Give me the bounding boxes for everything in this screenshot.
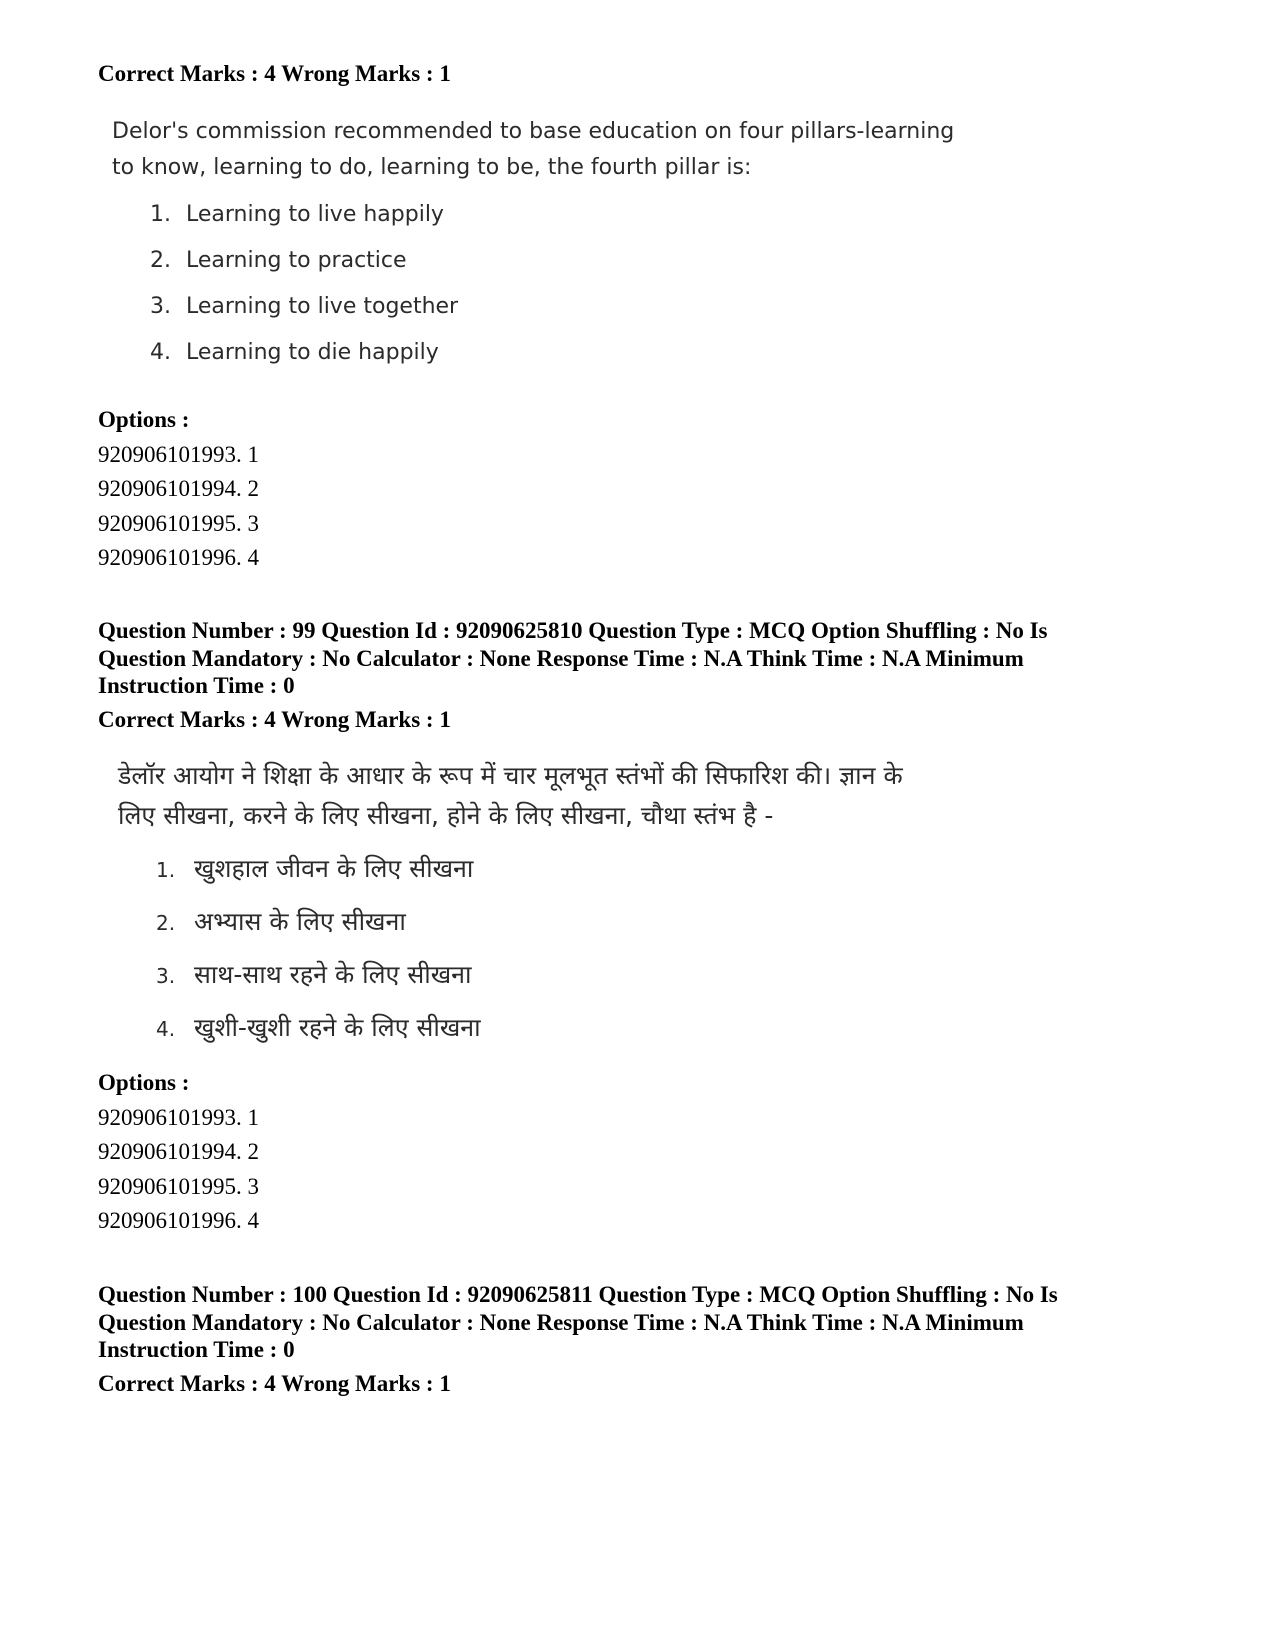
question-header-line: Question Mandatory : No Calculator : None Response Time : N.A Think Time : N.A Minimum [98, 1309, 1024, 1335]
option-item: 920906101996. 4 [98, 545, 259, 570]
options-title: Options : [98, 407, 190, 432]
question-choice: 3. साथ-साथ रहने के लिए सीखना [156, 960, 472, 989]
option-item: 920906101996. 4 [98, 1208, 259, 1233]
option-item: 920906101993. 1 [98, 1104, 259, 1130]
marks-line: Correct Marks : 4 Wrong Marks : 1 [98, 707, 451, 732]
option-item: 920906101994. 2 [98, 1139, 259, 1164]
question-choice-list [150, 192, 954, 376]
question-choice: 2. Learning to practice [150, 248, 407, 273]
question-header [98, 1281, 1058, 1364]
question-stem-line: Delor's commission recommended to base education on four pillars-learning [112, 119, 955, 144]
question-stem-line: लिए सीखना, करने के लिए सीखना, होने के लिए सीखना, चौथा स्तंभ है - [118, 801, 774, 830]
question-choice: 2. अभ्यास के लिए सीखना [156, 907, 406, 936]
question-choice: 4. Learning to die happily [150, 340, 439, 365]
question-header-line: Instruction Time : 0 [98, 673, 295, 698]
option-item: 920906101995. 3 [98, 510, 259, 536]
question-choice: 3. Learning to live together [150, 294, 459, 319]
options-list [98, 403, 259, 576]
question-header-line: Instruction Time : 0 [98, 1337, 295, 1362]
options-list [98, 1066, 259, 1239]
marks-line: Correct Marks : 4 Wrong Marks : 1 [98, 61, 451, 86]
question-choice: 1. खुशहाल जीवन के लिए सीखना [156, 854, 474, 883]
question-header [98, 617, 1048, 700]
option-item: 920906101994. 2 [98, 476, 259, 501]
question-header-line: Question Number : 99 Question Id : 92090625810 Question Type : MCQ Option Shuffling : No Is [98, 618, 1048, 643]
question-choice-list [156, 842, 903, 1054]
question-stem-line: डेलॉर आयोग ने शिक्षा के आधार के रूप में चार मूलभूत स्तंभों की सिफारिश की। ज्ञान के [118, 761, 903, 790]
question-choice: 4. खुशी-खुशी रहने के लिए सीखना [156, 1013, 481, 1042]
question-image-english [112, 114, 954, 376]
question-choice: 1. Learning to live happily [150, 202, 444, 227]
question-image-hindi [118, 756, 903, 1054]
marks-line: Correct Marks : 4 Wrong Marks : 1 [98, 1371, 451, 1396]
question-stem-line: to know, learning to do, learning to be, the fourth pillar is: [112, 155, 752, 180]
option-item: 920906101993. 1 [98, 441, 259, 467]
question-header-line: Question Mandatory : No Calculator : None Response Time : N.A Think Time : N.A Minimum [98, 645, 1024, 671]
option-item: 920906101995. 3 [98, 1173, 259, 1199]
options-title: Options : [98, 1070, 190, 1095]
question-header-line: Question Number : 100 Question Id : 92090625811 Question Type : MCQ Option Shuffling : No Is [98, 1282, 1058, 1307]
